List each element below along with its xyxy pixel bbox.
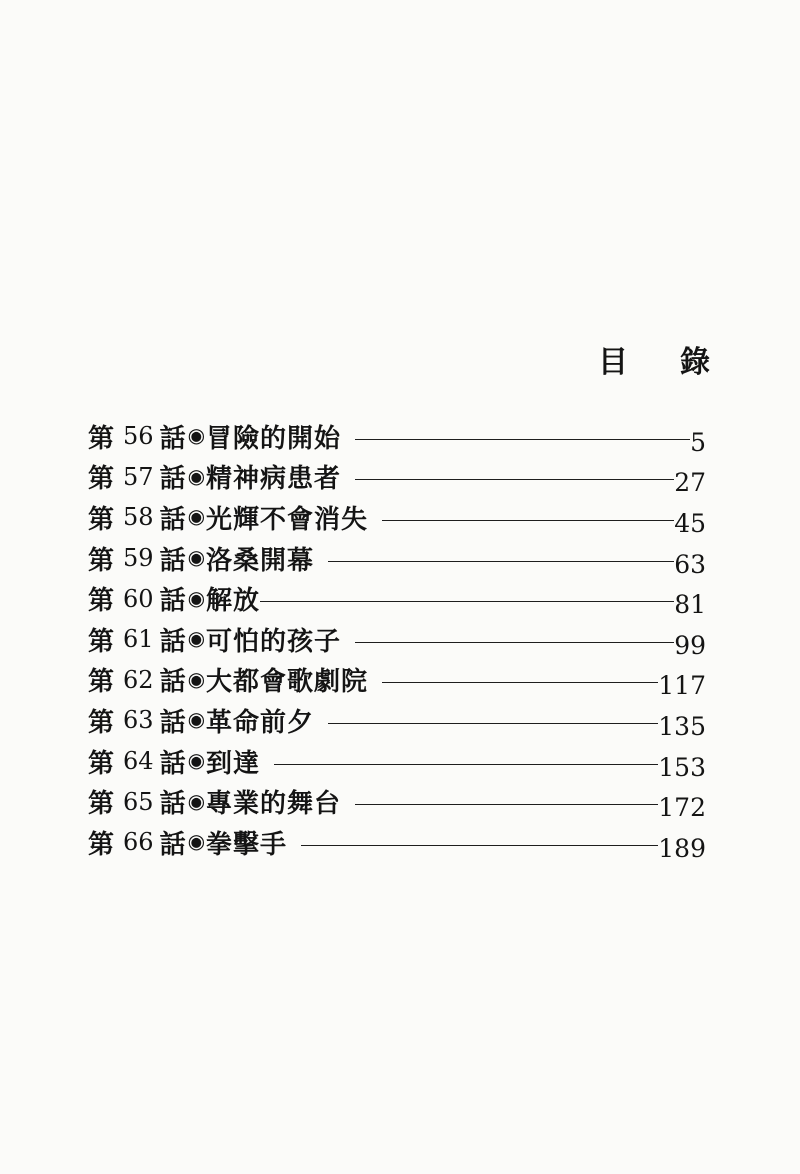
- chapter-word: 話: [159, 626, 186, 657]
- chapter-title: 拳擊手: [206, 829, 288, 860]
- chapter-prefix: 第: [88, 789, 116, 820]
- chapter-word: 話: [159, 464, 186, 495]
- chapter-number: 65: [123, 787, 154, 816]
- chapter-prefix: 第: [88, 504, 116, 535]
- chapter-number: 61: [123, 625, 154, 654]
- toc-entry: [88, 660, 706, 701]
- chapter-number: 56: [123, 422, 154, 451]
- chapter-number: 62: [123, 665, 154, 694]
- chapter-prefix: 第: [88, 707, 116, 738]
- leader-line: [382, 682, 658, 683]
- chapter-word: 話: [159, 829, 186, 860]
- chapter-title: 洛桑開幕: [206, 545, 315, 576]
- chapter-number: 63: [123, 706, 154, 735]
- chapter-prefix: 第: [88, 748, 116, 779]
- bullet-marker-icon: ◉: [187, 504, 206, 529]
- toc-entry: [88, 457, 706, 498]
- toc-entry: [88, 781, 706, 822]
- toc-entry: [88, 578, 706, 619]
- leader-line: [260, 601, 674, 602]
- chapter-word: 話: [159, 748, 186, 779]
- leader-line: [382, 520, 674, 521]
- bullet-marker-icon: ◉: [187, 585, 206, 610]
- leader-line: [328, 561, 674, 562]
- toc-entry: [88, 741, 706, 782]
- toc-entry: [88, 619, 706, 660]
- chapter-word: 話: [159, 504, 186, 535]
- toc-heading-char-2: 錄: [680, 345, 710, 380]
- chapter-prefix: 第: [88, 667, 116, 698]
- page-number: 189: [658, 833, 706, 863]
- chapter-prefix: 第: [88, 586, 116, 617]
- toc-entry: [88, 700, 706, 741]
- page-number: 27: [674, 468, 706, 498]
- chapter-title: 光輝不會消失: [206, 504, 369, 535]
- chapter-prefix: 第: [88, 545, 116, 576]
- page-number: 5: [690, 427, 706, 457]
- chapter-number: 64: [123, 747, 154, 776]
- page-number: 135: [658, 711, 706, 741]
- toc-heading: [598, 336, 710, 382]
- chapter-title: 革命前夕: [206, 707, 315, 738]
- chapter-number: 66: [123, 828, 154, 857]
- leader-line: [355, 439, 690, 440]
- bullet-marker-icon: ◉: [187, 707, 206, 732]
- leader-line: [355, 804, 658, 805]
- chapter-prefix: 第: [88, 626, 116, 657]
- chapter-title: 冒險的開始: [206, 423, 342, 454]
- toc-entry: [88, 497, 706, 538]
- leader-line: [355, 642, 674, 643]
- chapter-word: 話: [159, 667, 186, 698]
- chapter-number: 58: [123, 503, 154, 532]
- bullet-marker-icon: ◉: [187, 545, 206, 570]
- chapter-title: 解放: [206, 586, 261, 617]
- chapter-word: 話: [159, 789, 186, 820]
- chapter-prefix: 第: [88, 464, 116, 495]
- chapter-word: 話: [159, 545, 186, 576]
- toc-heading-char-1: 目: [598, 345, 628, 380]
- page-number: 153: [658, 752, 706, 782]
- bullet-marker-icon: ◉: [187, 423, 206, 448]
- toc-list: [88, 416, 706, 863]
- chapter-title: 精神病患者: [206, 464, 342, 495]
- page-number: 172: [658, 793, 706, 823]
- toc-entry: [88, 538, 706, 579]
- chapter-number: 59: [123, 544, 154, 573]
- page-number: 63: [674, 549, 706, 579]
- chapter-title: 專業的舞台: [206, 789, 342, 820]
- chapter-number: 60: [123, 584, 154, 613]
- chapter-word: 話: [159, 586, 186, 617]
- page-number: 99: [674, 630, 706, 660]
- chapter-word: 話: [159, 423, 186, 454]
- leader-line: [328, 723, 658, 724]
- chapter-title: 大都會歌劇院: [206, 667, 369, 698]
- chapter-prefix: 第: [88, 829, 116, 860]
- bullet-marker-icon: ◉: [187, 829, 206, 854]
- leader-line: [355, 479, 674, 480]
- chapter-prefix: 第: [88, 423, 116, 454]
- toc-entry: [88, 416, 706, 457]
- leader-line: [301, 845, 658, 846]
- bullet-marker-icon: ◉: [187, 666, 206, 691]
- toc-entry: [88, 822, 706, 863]
- page-number: 117: [658, 671, 706, 701]
- bullet-marker-icon: ◉: [187, 788, 206, 813]
- chapter-number: 57: [123, 462, 154, 491]
- chapter-title: 可怕的孩子: [206, 626, 342, 657]
- chapter-title: 到達: [206, 748, 261, 779]
- page-number: 81: [674, 590, 706, 620]
- leader-line: [274, 764, 658, 765]
- chapter-word: 話: [159, 707, 186, 738]
- page-number: 45: [674, 508, 706, 538]
- bullet-marker-icon: ◉: [187, 626, 206, 651]
- bullet-marker-icon: ◉: [187, 463, 206, 488]
- bullet-marker-icon: ◉: [187, 748, 206, 773]
